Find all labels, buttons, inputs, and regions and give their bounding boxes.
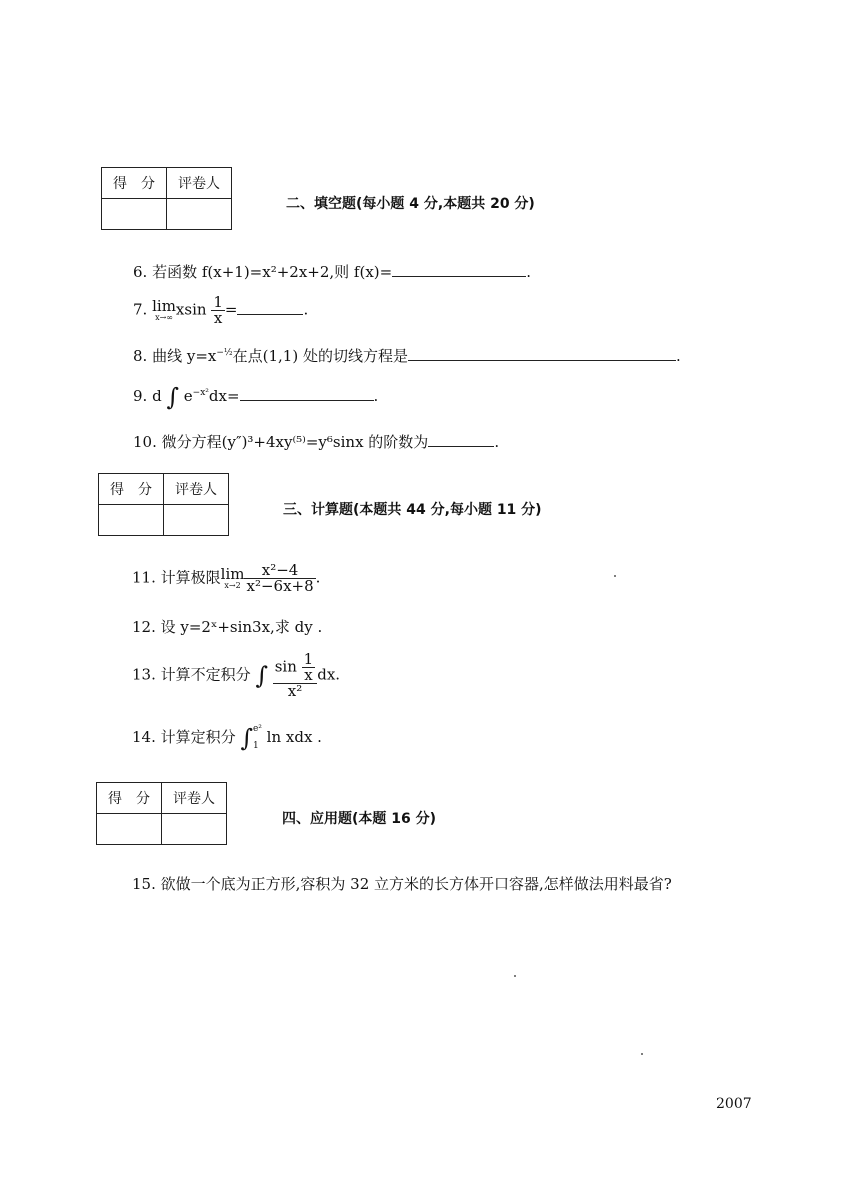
question-10-text: 微分方程(y″)³+4xy⁽⁵⁾=y⁶sinx 的阶数为: [161, 433, 429, 451]
score-box-2: [98, 473, 229, 536]
upper-limit: e²: [252, 724, 262, 734]
answer-blank: [237, 300, 303, 315]
integral-sign: ∫: [166, 383, 179, 411]
question-13-pre: 计算不定积分: [160, 665, 251, 684]
section-heading-application: 四、应用题(本题 16 分): [282, 811, 437, 827]
score-cell: [99, 505, 164, 536]
score-box-3: [96, 782, 227, 845]
grader-cell: [167, 199, 232, 230]
fraction-denominator: x: [213, 309, 223, 327]
question-6: 6. 若函数 f(x+1)=x²+2x+2,则 f(x)= .: [133, 263, 532, 281]
scan-speck: [614, 575, 616, 577]
exponent: −x²: [192, 388, 209, 398]
integrand: e: [183, 387, 193, 405]
question-14-post: ln xdx .: [266, 728, 322, 746]
lim-subscript: x→2: [224, 581, 241, 590]
question-9-pre: d: [152, 387, 162, 405]
question-7-number: 7.: [133, 300, 148, 319]
score-cell: [97, 814, 162, 845]
question-10-number: 10.: [133, 433, 157, 451]
question-9: 9. d ∫ $e^{-x^2}dx=$ .: [133, 383, 379, 411]
inner-denominator: x: [304, 666, 313, 684]
integral-sign: ∫: [255, 661, 268, 690]
grader-label: 评卷人: [167, 168, 232, 199]
question-9-number: 9.: [133, 387, 148, 405]
question-13-number: 13.: [132, 665, 156, 684]
score-cell: [102, 199, 167, 230]
page-number: 2007: [716, 1096, 752, 1112]
grader-label: 评卷人: [164, 474, 229, 505]
question-15: 15. 欲做一个底为正方形,容积为 32 立方米的长方体开口容器,怎样做法用料最省?: [132, 875, 672, 893]
lim-subscript: x→∞: [155, 313, 173, 322]
question-11: 11. 计算极限lim x→2 $\frac{\text{x²−4}}{\text{x²−6x+8}}$ .: [132, 561, 321, 595]
fraction-denominator: x²: [287, 682, 303, 700]
question-7-tail: =: [224, 300, 238, 319]
question-8-post: 在点(1,1) 处的切线方程是: [232, 347, 408, 365]
question-6-text: 6. 若函数 f(x+1)=x²+2x+2,则 f(x)=: [133, 263, 393, 281]
question-9-post: dx=: [208, 387, 240, 405]
grader-label: 评卷人: [162, 783, 227, 814]
grader-cell: [162, 814, 227, 845]
question-14-pre: 计算定积分: [160, 728, 236, 746]
lim-label: lim: [152, 297, 176, 315]
question-7: 7. lim x→∞ xsin $\frac{1}{x}$ = .: [133, 293, 309, 327]
question-8-pre: 曲线 y=x: [152, 347, 217, 365]
answer-blank: [240, 386, 374, 401]
question-8: 8. 曲线 $y=x^{-\frac{1}{2}}$在点(1,1) 处的切线方程是 .: [133, 347, 681, 365]
answer-blank: [392, 262, 526, 277]
sin-label: sin: [274, 657, 297, 676]
score-box-1: [101, 167, 232, 230]
fraction-denominator: x²−6x+8: [246, 577, 314, 595]
scan-speck: [641, 1053, 643, 1055]
score-label: 得 分: [99, 474, 164, 505]
section-heading-computation: 三、计算题(本题共 44 分,每小题 11 分): [283, 502, 542, 518]
fraction-numerator: 1: [213, 293, 223, 311]
question-13-post: dx.: [317, 665, 341, 684]
score-label: 得 分: [102, 168, 167, 199]
fraction-numerator: x²−4: [244, 563, 315, 579]
scan-speck: [514, 975, 516, 977]
answer-blank: [408, 346, 676, 361]
grader-cell: [164, 505, 229, 536]
question-14: [132, 725, 322, 751]
question-8-number: 8.: [133, 347, 148, 365]
inner-numerator: 1: [303, 650, 314, 668]
question-12: 12. 设 y=2ˣ+sin3x,求 dy .: [132, 618, 323, 636]
answer-blank: [428, 432, 494, 447]
section-heading-fill-in: 二、填空题(每小题 4 分,本题共 20 分): [286, 196, 535, 212]
lim-label: lim: [220, 565, 245, 583]
question-7-body: xsin: [175, 300, 207, 319]
question-11-number: 11.: [132, 568, 156, 587]
question-10: 10. 微分方程(y″)³+4xy⁽⁵⁾=y⁶sinx 的阶数为 .: [133, 433, 500, 451]
integral-sign: ∫: [240, 724, 253, 752]
question-11-pre: 计算极限: [160, 568, 221, 587]
question-14-number: 14.: [132, 728, 156, 746]
score-label: 得 分: [97, 783, 162, 814]
question-13: [132, 652, 340, 699]
lower-limit: 1: [252, 741, 259, 751]
exponent: −½: [216, 348, 233, 358]
